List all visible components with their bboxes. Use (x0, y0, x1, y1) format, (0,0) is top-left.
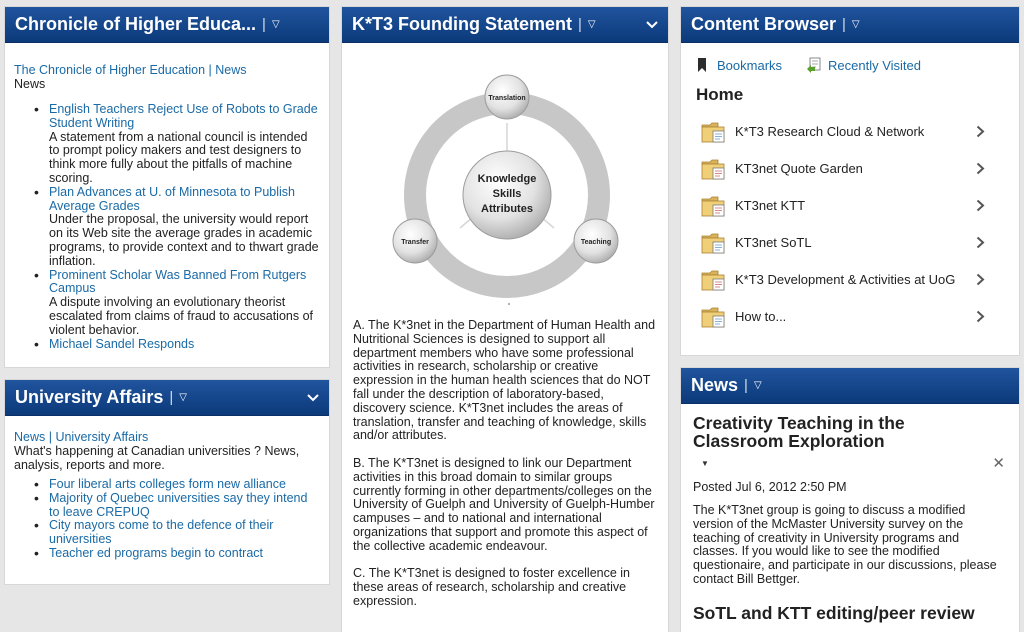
chronicle-header: Chronicle of Higher Educa... | ▽ (5, 7, 329, 43)
list-item[interactable] (681, 150, 1019, 187)
diagram-node-top-label: Translation (488, 95, 526, 102)
news-next-title[interactable]: SoTL and KTT editing/peer review (693, 602, 975, 623)
folder-label: K*T3 Research Cloud & Network (735, 124, 925, 139)
folder-icon (701, 195, 727, 217)
list-item[interactable] (681, 298, 1019, 335)
news-item-title[interactable]: Creativity Teaching in the Classroom Exploration (693, 413, 905, 451)
affairs-news-list (14, 478, 320, 561)
folder-label: K*T3 Development & Activities at UoG (735, 272, 956, 287)
news-link[interactable]: English Teachers Reject Use of Robots to Grade Student Writing (49, 102, 318, 130)
list-item (34, 338, 320, 352)
chevron-down-icon[interactable] (307, 392, 319, 404)
widget-title: K*T3 Founding Statement (352, 14, 572, 34)
folder-label: How to... (735, 309, 787, 324)
list-item[interactable] (681, 224, 1019, 261)
widget-menu-icon[interactable]: ▽ (179, 392, 187, 403)
folder-icon (701, 269, 727, 291)
news-desc: Under the proposal, the university would report on its Web site the average grades in academic programs, to provide context and to thwart grade inflation. (49, 212, 319, 268)
chevron-right-icon[interactable] (976, 162, 985, 178)
content-browser-header: Content Browser | ▽ (681, 7, 1019, 43)
list-item (34, 269, 320, 338)
news-link[interactable]: City mayors come to the defence of their universities (49, 518, 274, 547)
list-item[interactable] (681, 113, 1019, 150)
news-link[interactable]: Plan Advances at U. of Minnesota to Publish Average Grades (49, 184, 295, 213)
list-item[interactable] (681, 187, 1019, 224)
news-item-posted: Posted Jul 6, 2012 2:50 PM (693, 480, 847, 494)
bookmark-icon (697, 58, 707, 73)
news-header: News | ▽ (681, 368, 1019, 404)
chevron-right-icon[interactable] (976, 310, 985, 326)
widget-menu-icon[interactable]: ▽ (753, 380, 762, 391)
recently-visited-icon (806, 57, 822, 73)
widget-title: Chronicle of Higher Educa... (15, 14, 257, 34)
diagram-center-line3: Attributes (481, 203, 533, 215)
statement-paragraph-c: C. The K*T3net is designed to foster excellence in these areas of research, scholarship and creative expression. (353, 566, 631, 608)
widget-title: News (691, 375, 739, 395)
folder-label: KT3net Quote Garden (735, 161, 863, 176)
affairs-header: University Affairs | ▽ (5, 380, 329, 416)
folder-icon (701, 121, 727, 143)
widget-menu-icon[interactable]: ▽ (271, 19, 280, 30)
diagram-center-line1: Knowledge (477, 173, 537, 185)
statement-header: K*T3 Founding Statement | ▽ (342, 7, 668, 43)
news-link[interactable]: Majority of Quebec universities say they intend to leave CREPUQ (49, 490, 308, 519)
chevron-down-icon[interactable] (646, 19, 658, 31)
university-affairs-widget (4, 379, 330, 585)
news-link[interactable]: Four liberal arts colleges form new alliance (49, 477, 286, 491)
chronicle-source-sub: News (14, 77, 46, 91)
founding-statement-widget (341, 6, 669, 632)
list-item (34, 103, 320, 186)
list-item (34, 547, 320, 561)
news-widget (680, 367, 1020, 632)
chronicle-source-link[interactable]: The Chronicle of Higher Education | News (14, 63, 247, 77)
folder-icon (701, 232, 727, 254)
statement-body (353, 319, 659, 623)
chevron-right-icon[interactable] (976, 199, 985, 215)
list-item (34, 478, 320, 492)
browser-folder-list (681, 113, 1019, 335)
chronicle-news-list (14, 103, 320, 351)
list-item (34, 186, 320, 269)
diagram-center-line2: Skills (492, 188, 522, 200)
folder-label: KT3net KTT (735, 198, 806, 213)
news-link[interactable]: Prominent Scholar Was Banned From Rutgers Campus (49, 267, 307, 296)
news-desc: A statement from a national council is intended to prompt policy makers and test designers to think more fully about the pitfalls of machine scoring. (49, 129, 308, 185)
chevron-right-icon[interactable] (976, 125, 985, 141)
content-browser-widget (680, 6, 1020, 356)
chronicle-widget (4, 6, 330, 368)
news-desc: A dispute involving an evolutionary theorist escalated from claims of fraud to accusations of violent behavior. (49, 295, 314, 337)
news-link[interactable]: Michael Sandel Responds (49, 336, 195, 351)
bookmarks-link[interactable]: Bookmarks (717, 57, 783, 73)
list-item[interactable] (681, 261, 1019, 298)
chevron-right-icon[interactable] (976, 236, 985, 252)
chevron-right-icon[interactable] (976, 273, 985, 289)
news-item-menu-icon[interactable]: ▼ (701, 459, 709, 468)
news-item-body: The K*T3net group is going to discuss a modified version of the McMaster University survey on the teaching of creativity in University programs and classes. If you would like to see the modified questionaire, and participate in our discussions, please contact Bill Bettger. (693, 503, 997, 586)
widget-menu-icon[interactable]: ▽ (587, 19, 596, 30)
close-icon[interactable]: ✕ (992, 455, 1005, 472)
statement-paragraph-b: B. The K*T3net is designed to link our Department activities in this broad domain to similar groups currently forming in other departments/colleges on the University of Guelph and University of Guelph-Humber campuses – and to national and international organizations that support and promote this aspect of the collective academic endeavour. (353, 455, 655, 553)
affairs-source-link[interactable]: News | University Affairs (14, 430, 149, 444)
statement-paragraph-a: A. The K*3net in the Department of Human Health and Nutritional Sciences is designed to support all department members who have some professional activities in research, scholarship or creative expression in the human health sciences that do NOT fall under the description of laboratory-based, discovery science. K*T3net includes the areas of translation, transfer and teaching of knowledge, skills and/or attributes. (353, 318, 656, 443)
browser-toolbar (681, 43, 1019, 77)
kt3-diagram (342, 43, 669, 311)
folder-icon (701, 306, 727, 328)
widget-title: Content Browser (691, 14, 837, 34)
list-item (34, 492, 320, 520)
news-link[interactable]: Teacher ed programs begin to contract (49, 545, 264, 560)
folder-icon (701, 158, 727, 180)
diagram-node-right-label: Teaching (580, 239, 612, 246)
folder-label: KT3net SoTL (735, 235, 812, 250)
widget-title: University Affairs (15, 387, 164, 407)
diagram-node-left-label: Transfer (401, 239, 429, 246)
recently-visited-link[interactable]: Recently Visited (828, 57, 922, 73)
browser-home-title: Home (696, 85, 744, 104)
widget-menu-icon[interactable]: ▽ (851, 19, 860, 30)
list-item (34, 519, 320, 547)
affairs-source-desc: What's happening at Canadian universities ? News, analysis, reports and more. (14, 444, 300, 472)
